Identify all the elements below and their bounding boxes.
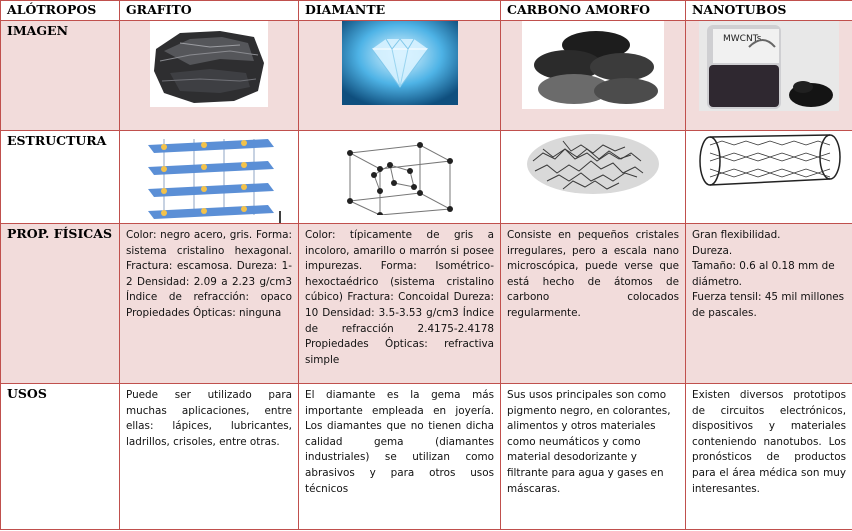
header-diamante: DIAMANTE: [299, 1, 501, 21]
nanotube-structure-cell: [686, 131, 852, 224]
row-label-imagen: IMAGEN: [1, 21, 120, 131]
diamante-propiedades: Color: típicamente de gris a incoloro, amarillo o marrón si posee impurezas. Forma: Isométrico-hexoctaédrico (sistema cristalino cúbico) Fractura: Concoidal Dureza: 10 Densidad: 3.5-3.53 g/cm3 Índice de refracción 2.4175-2.4178 Propiedades Ópticas: refractiva simple: [299, 224, 501, 384]
jar-label: MWCNTs: [723, 34, 762, 44]
nanotubos-prop-line: Gran flexibilidad.: [692, 229, 781, 241]
amorfo-usos: Sus usos principales son como pigmento negro, en colorantes, alimentos y otros materiales como neumáticos y como material desodorizante y filtrante para agua y gases en máscaras.: [501, 384, 686, 530]
header-alotropos: ALÓTROPOS: [1, 1, 120, 21]
row-prop-fisicas: [1, 224, 852, 384]
graphite-photo-cell: [120, 21, 299, 131]
diamond-photo: [342, 21, 458, 105]
row-estructura: [1, 131, 852, 224]
row-label-estructura: ESTRUCTURA: [1, 131, 120, 224]
diamond-structure-cell: [299, 131, 501, 224]
nanotubos-usos: Existen diversos prototipos de circuitos electrónicos, dispositivos y materiales conteniendo nanotubos. Los pronósticos de productos para el área médica son muy interesantes.: [686, 384, 852, 530]
diamante-usos: El diamante es la gema más importante empleada en joyería. Los diamantes que no tienen dicha calidad gema (diamantes industriales) se utilizan como abrasivos y para otros usos técnicos: [299, 384, 501, 530]
nanotubos-prop-line: Dureza.: [692, 244, 733, 257]
row-label-prop-fisicas: PROP. FÍSICAS: [1, 224, 120, 384]
amorphous-structure-cell: [501, 131, 686, 224]
grafito-propiedades: Color: negro acero, gris. Forma: sistema cristalino hexagonal. Fractura: escamosa. Dureza: 1-2 Densidad: 2.09 a 2.23 g/cm3 Índice de refracción: opaco Propiedades Ópticas: ninguna: [120, 224, 299, 384]
nanotubos-prop-line: Tamaño: 0.6 al 0.18 mm de diámetro.: [692, 260, 835, 288]
header-carbono-amorfo: CARBONO AMORFO: [501, 1, 686, 21]
header-row: [1, 1, 852, 21]
graphite-structure-diagram: [134, 131, 284, 223]
row-imagen: [1, 21, 852, 131]
amorphous-carbon-photo: [522, 21, 664, 109]
diamond-structure-diagram: [330, 131, 470, 215]
nanotubes-photo-cell: [686, 21, 852, 131]
header-nanotubos: NANOTUBOS: [686, 1, 852, 21]
nanotubes-photo: [699, 21, 839, 111]
graphite-structure-cell: [120, 131, 299, 224]
header-grafito: GRAFITO: [120, 1, 299, 21]
amorfo-propiedades: Consiste en pequeños cristales irregulares, pero a escala nano microscópica, puede verse que está hecho de átomos de carbono colocados regularmente.: [501, 224, 686, 384]
amorphous-carbon-photo-cell: [501, 21, 686, 131]
nanotubos-propiedades: [686, 224, 852, 384]
grafito-usos: Puede ser utilizado para muchas aplicaciones, entre ellas: lápices, lubricantes, ladrillos, crisoles, entre otras.: [120, 384, 299, 530]
amorphous-structure-diagram: [523, 131, 663, 197]
nanotubos-prop-line: Fuerza tensil: 45 mil millones de pascales.: [692, 291, 845, 319]
diamond-photo-cell: [299, 21, 501, 131]
row-label-usos: USOS: [1, 384, 120, 530]
row-usos: [1, 384, 852, 530]
graphite-photo: [150, 21, 268, 107]
nanotube-structure-diagram: [694, 131, 844, 191]
